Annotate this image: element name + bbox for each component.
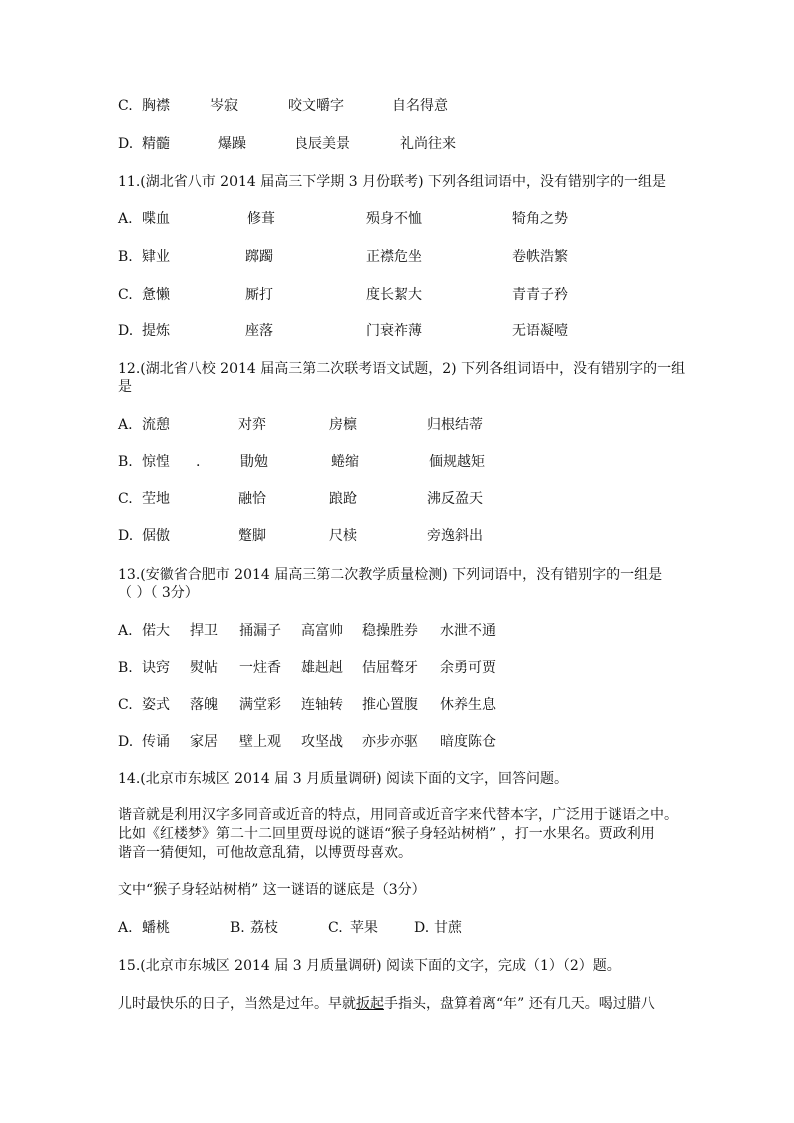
option-word: 爆躁	[218, 136, 246, 152]
question-14-prompt: 文中“猴子身轻站树梢” 这一谜语的谜底是（3分）	[118, 882, 426, 898]
option-letter: C.	[118, 287, 133, 303]
option-word: 犄角之势	[512, 211, 568, 227]
option-word: 流憩	[142, 417, 170, 433]
question-12-stem-cont: 是	[118, 379, 132, 395]
option-letter: D.	[118, 734, 134, 750]
option-word: 稳操胜券	[362, 623, 418, 639]
option-word: 正襟危坐	[366, 249, 422, 265]
option-letter: A.	[118, 211, 133, 227]
option-word: 勖勉	[240, 454, 268, 470]
option-word: 茔地	[142, 491, 170, 507]
option-word: 踯躅	[245, 249, 273, 265]
option-word: 惫懒	[142, 287, 170, 303]
option-word: 余勇可贾	[440, 660, 496, 676]
option-letter: A.	[118, 920, 133, 936]
option-word: 房檩	[329, 417, 357, 433]
option-letter: C.	[118, 697, 133, 713]
option-word: 捍卫	[190, 623, 218, 639]
option-letter: C.	[118, 98, 133, 114]
option-letter: C.	[118, 491, 133, 507]
option-word: 喋血	[142, 211, 170, 227]
option-word: 蹩脚	[238, 528, 266, 544]
option-word: 尺椟	[329, 528, 357, 544]
option-word: 偭规越矩	[429, 454, 485, 470]
option-word: 攻坚战	[301, 734, 343, 750]
option-word: 沸反盈天	[427, 491, 483, 507]
option-letter: A.	[118, 623, 133, 639]
question-13-stem-cont: （ ）（ 3分）	[118, 585, 199, 601]
option-word: 水泄不通	[440, 623, 496, 639]
option-word: 度长絜大	[366, 287, 422, 303]
option-answer: 甘蔗	[434, 920, 462, 936]
option-word: 提炼	[142, 323, 170, 339]
option-word: 壁上观	[239, 734, 281, 750]
option-word: 高富帅	[301, 623, 343, 639]
option-word: 推心置腹	[362, 697, 418, 713]
q14-passage-line: 谐音一猜便知，可他故意乱猜，以博贾母喜欢。	[118, 845, 412, 861]
stray-dot: .	[196, 454, 201, 470]
question-12-stem: 12.(湖北省八校 2014 届高三第二次联考语文试题，2) 下列各组词语中，没有错别字的一组	[118, 361, 686, 377]
option-word: 融恰	[238, 491, 266, 507]
option-word: 礼尚往来	[400, 136, 456, 152]
q14-passage-line: 谐音就是利用汉字多同音或近音的特点，用同音或近音字来代替本字，广泛用于谜语之中。	[118, 807, 678, 823]
option-word: 无语凝噎	[512, 323, 568, 339]
option-letter: B.	[118, 660, 133, 676]
option-word: 座落	[245, 323, 273, 339]
option-word: 家居	[190, 734, 218, 750]
option-letter: B.	[118, 249, 133, 265]
option-word: 满堂彩	[239, 697, 281, 713]
option-word: 休养生息	[440, 697, 496, 713]
option-letter: D.	[118, 528, 134, 544]
option-word: 雄赳赳	[301, 660, 343, 676]
option-word: 旁逸斜出	[427, 528, 483, 544]
q15-passage-line	[118, 995, 655, 1013]
option-answer: 苹果	[350, 920, 378, 936]
option-word: 落魄	[190, 697, 218, 713]
option-word: 亦步亦驱	[362, 734, 418, 750]
option-word: 姿式	[142, 697, 170, 713]
passage-text: 手指头，盘算着离“年” 还有几天。喝过腊八	[384, 996, 655, 1012]
option-letter: D.	[118, 136, 134, 152]
option-word: 肄业	[142, 249, 170, 265]
option-word: 一炷香	[239, 660, 281, 676]
option-word: 咬文嚼字	[288, 98, 344, 114]
option-word: 对弈	[238, 417, 266, 433]
option-word: 连轴转	[301, 697, 343, 713]
option-word: 岑寂	[210, 98, 238, 114]
question-14-stem: 14.(北京市东城区 2014 届 3 月质量调研) 阅读下面的文字，回答问题。	[118, 771, 568, 787]
option-word: 修葺	[247, 211, 275, 227]
option-word: 惊惶	[142, 454, 170, 470]
option-letter: C.	[328, 920, 343, 936]
option-word: 自名得意	[392, 98, 448, 114]
option-answer: 荔枝	[250, 920, 278, 936]
underlined-word: 扳起	[356, 996, 384, 1012]
question-11-stem: 11.(湖北省八市 2014 届高三下学期 3 月份联考) 下列各组词语中，没有错别字的一组是	[118, 174, 666, 190]
option-word: 诀窍	[142, 660, 170, 676]
option-word: 殒身不恤	[366, 211, 422, 227]
option-word: 捅漏子	[239, 623, 281, 639]
option-word: 踉跄	[329, 491, 357, 507]
option-word: 佶屈聱牙	[362, 660, 418, 676]
option-answer: 蟠桃	[142, 920, 170, 936]
option-word: 厮打	[245, 287, 273, 303]
option-letter: B.	[118, 454, 133, 470]
option-word: 传诵	[142, 734, 170, 750]
question-15-stem: 15.(北京市东城区 2014 届 3 月质量调研) 阅读下面的文字，完成（1）（2）题。	[118, 958, 621, 974]
option-letter: D.	[118, 323, 134, 339]
option-word: 胸襟	[142, 98, 170, 114]
option-word: 良辰美景	[294, 136, 350, 152]
option-word: 归根结蒂	[427, 417, 483, 433]
option-word: 蜷缩	[331, 454, 359, 470]
option-word: 暗度陈仓	[440, 734, 496, 750]
option-word: 倨傲	[142, 528, 170, 544]
option-letter: B.	[230, 920, 245, 936]
option-word: 偌大	[142, 623, 170, 639]
q14-passage-line: 比如《红楼梦》第二十二回里贾母说的谜语“猴子身轻站树梢” ，打一水果名。贾政利用	[118, 826, 655, 842]
option-word: 青青子矜	[512, 287, 568, 303]
question-13-stem: 13.(安徽省合肥市 2014 届高三第二次教学质量检测) 下列词语中，没有错别字的一组是	[118, 567, 663, 583]
option-word: 精髓	[142, 136, 170, 152]
option-word: 熨帖	[190, 660, 218, 676]
option-letter: A.	[118, 417, 133, 433]
option-word: 门衰祚薄	[366, 323, 422, 339]
option-word: 卷帙浩繁	[512, 249, 568, 265]
passage-text: 儿时最快乐的日子，当然是过年。早就	[118, 996, 356, 1012]
option-letter: D.	[414, 920, 430, 936]
